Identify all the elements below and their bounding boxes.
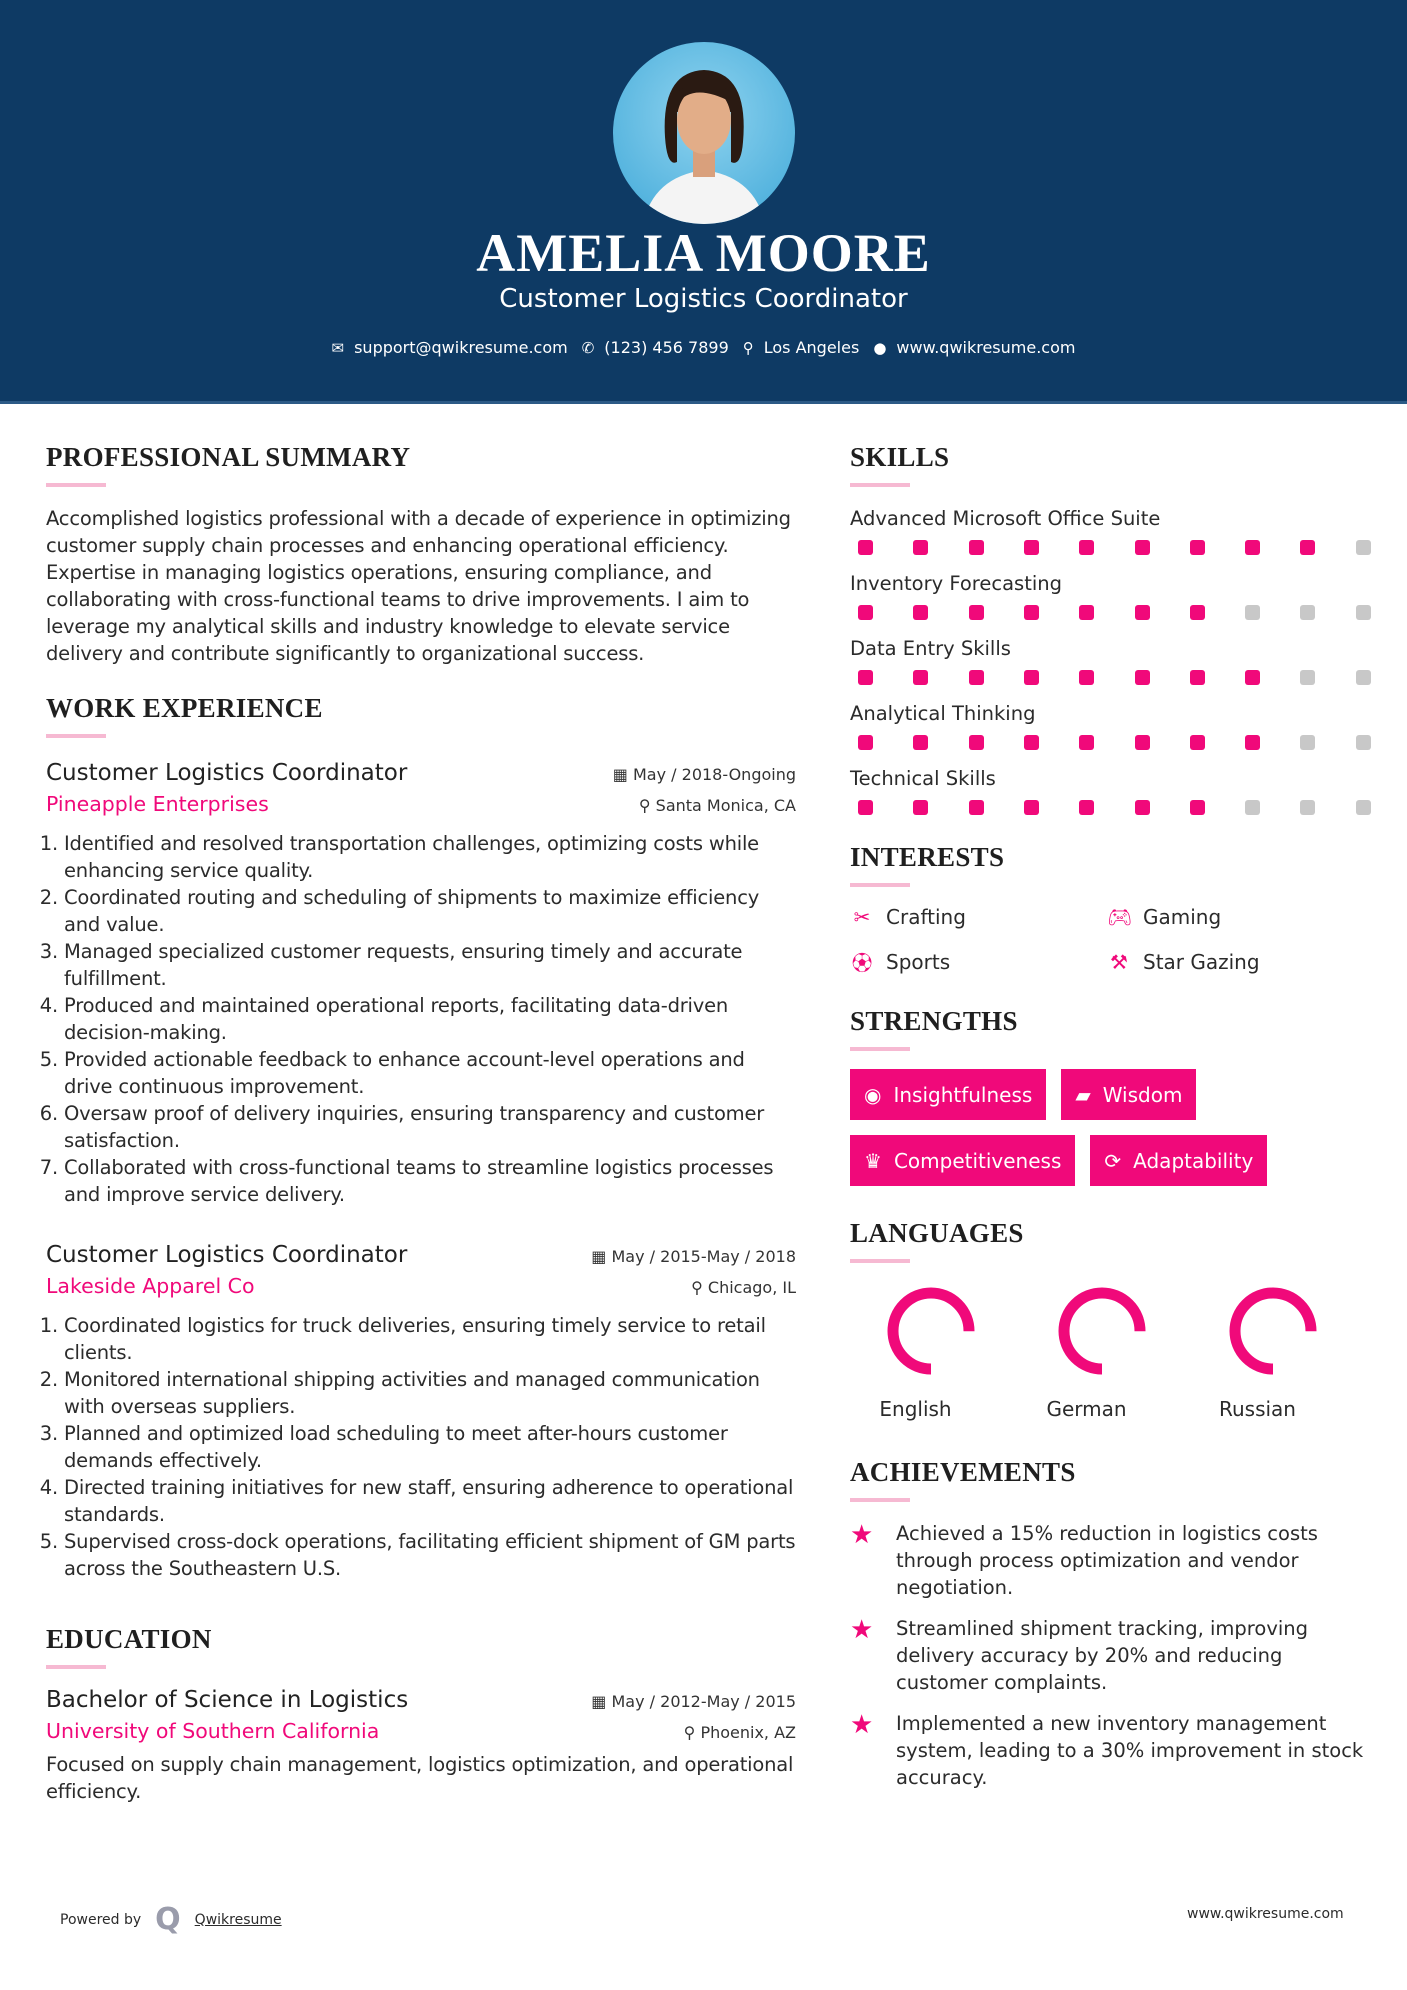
language-ring	[881, 1281, 981, 1381]
job-responsibilities	[46, 1312, 796, 1582]
skill-item	[850, 505, 1370, 558]
skill-dot	[1079, 605, 1094, 620]
skill-dot	[1190, 735, 1205, 750]
shooting-star-icon: ★	[850, 1710, 874, 1741]
interests-list	[850, 905, 1370, 976]
job-bullet: 6. Oversaw proof of delivery inquiries, ensuring transparency and customer satisfaction.	[64, 1100, 796, 1154]
language-item	[1192, 1281, 1363, 1421]
skill-dot	[1245, 735, 1260, 750]
phone-icon: ✆	[581, 339, 595, 357]
skill-dot	[1024, 605, 1039, 620]
skill-dot	[1300, 800, 1315, 815]
section-heading-summary: PROFESSIONAL SUMMARY	[46, 442, 411, 472]
eye-icon: ◉	[864, 1082, 882, 1107]
contact-bar	[0, 338, 1407, 357]
school: University of Southern California	[46, 1719, 380, 1744]
skill-dot	[1245, 540, 1260, 555]
pin-icon: ⚲	[683, 1723, 701, 1743]
section-heading-education: EDUCATION	[46, 1624, 212, 1655]
heading-underline	[850, 483, 910, 487]
skill-dot	[1135, 670, 1150, 685]
envelope-icon: ✉	[331, 339, 345, 357]
job-bullet: 3. Planned and optimized load scheduling to meet after-hours customer demands effectively.	[64, 1420, 796, 1474]
job-bullet: 4. Produced and maintained operational reports, facilitating data-driven decision-making.	[64, 992, 796, 1046]
skill-dot	[1024, 670, 1039, 685]
skill-dot	[1190, 605, 1205, 620]
skill-rating	[850, 733, 1370, 753]
section-heading-experience: WORK EXPERIENCE	[46, 693, 323, 724]
calendar-icon: ▦	[612, 765, 633, 785]
calendar-icon: ▦	[591, 1247, 612, 1267]
language-proficiency-arc	[1235, 1293, 1311, 1369]
skill-dot	[1190, 800, 1205, 815]
skill-dot	[1190, 670, 1205, 685]
job-bullet: 4. Directed training initiatives for new staff, ensuring adherence to operational standards.	[64, 1474, 796, 1528]
skill-item	[850, 570, 1370, 623]
skill-dot	[1135, 605, 1150, 620]
heading-underline	[46, 483, 106, 487]
job-entry	[46, 1242, 796, 1582]
job-bullet: 2. Monitored international shipping activities and managed communication with overseas suppliers.	[64, 1366, 796, 1420]
pin-icon: ⚲	[691, 1278, 708, 1298]
skill-name: Analytical Thinking	[850, 702, 1036, 726]
degree: Bachelor of Science in Logistics	[46, 1687, 409, 1714]
language-ring	[1052, 1281, 1152, 1381]
job-bullet: 2. Coordinated routing and scheduling of shipments to maximize efficiency and value.	[64, 884, 796, 938]
soccer-ball-icon: ⚽︎	[852, 951, 872, 976]
job-responsibilities	[46, 830, 796, 1208]
language-proficiency-arc	[1064, 1293, 1140, 1369]
shooting-star-icon: ★	[850, 1615, 874, 1646]
skill-dot	[858, 735, 873, 750]
skill-name: Inventory Forecasting	[850, 572, 1063, 596]
contact-phone[interactable]: ✆ (123) 456 7899	[581, 338, 729, 357]
shooting-star-icon: ★	[850, 1520, 874, 1551]
gamepad-icon: 🎮︎	[1107, 905, 1133, 930]
pin-icon: ⚲	[638, 796, 656, 816]
section-heading-achievements: ACHIEVEMENTS	[850, 1457, 1076, 1488]
education-date: ▦ May / 2012-May / 2015	[591, 1692, 796, 1712]
skill-dot	[1356, 540, 1371, 555]
section-heading-languages: LANGUAGES	[850, 1218, 1024, 1249]
scissors-icon: ✂	[853, 905, 871, 930]
footer-powered-by: Powered by Q Qwikresume	[60, 1902, 282, 1937]
interest-item: 🎮︎ Gaming	[1107, 905, 1222, 930]
skill-dot	[1079, 670, 1094, 685]
heading-underline	[850, 1047, 910, 1051]
skill-rating	[850, 798, 1370, 818]
profile-photo	[613, 42, 795, 224]
skill-item	[850, 700, 1370, 753]
summary-text: Accomplished logistics professional with a decade of experience in optimizing customer supply chain processes and enhancing operational efficiency. Expertise in managing logistics operations, ensuring compliance, and collaborating with cross-functional teams to drive improvements. I aim to leverage my analytical skills and industry knowledge to elevate service delivery and contribute significantly to organizational success.	[46, 507, 791, 666]
skill-name: Advanced Microsoft Office Suite	[850, 507, 1161, 531]
interest-item: ✂ Crafting	[850, 905, 1107, 929]
job-bullet: 5. Supervised cross-dock operations, facilitating efficient shipment of GM parts across the Southeastern U.S.	[64, 1528, 796, 1582]
globe-icon: ●	[873, 339, 887, 357]
contact-location: ⚲ Los Angeles	[742, 338, 860, 357]
candidate-name: AMELIA MOORE	[476, 223, 931, 283]
skill-dot	[913, 605, 928, 620]
skill-dot	[1135, 540, 1150, 555]
job-location: ⚲ Chicago, IL	[691, 1278, 796, 1298]
skill-dot	[858, 605, 873, 620]
skill-dot	[1190, 540, 1205, 555]
qwikresume-logo-icon: Q	[155, 1902, 181, 1937]
job-bullet: 1. Identified and resolved transportation challenges, optimizing costs while enhancing service quality.	[64, 830, 796, 884]
job-bullet: 1. Coordinated logistics for truck deliveries, ensuring timely service to retail clients.	[64, 1312, 796, 1366]
section-heading-strengths: STRENGTHS	[850, 1006, 1018, 1037]
right-column	[850, 440, 1370, 1805]
skill-dot	[1300, 670, 1315, 685]
skill-item	[850, 765, 1370, 818]
skill-rating	[850, 538, 1370, 558]
strength-badge: ♛ Competitiveness	[850, 1135, 1075, 1186]
book-icon: ▰	[1075, 1082, 1091, 1107]
languages-list	[850, 1281, 1370, 1421]
interest-item: ⚒ Star Gazing	[1107, 947, 1357, 976]
skill-dot	[858, 540, 873, 555]
skill-name: Data Entry Skills	[850, 637, 1011, 661]
skill-dot	[1356, 670, 1371, 685]
skill-dot	[1079, 540, 1094, 555]
contact-website[interactable]: ● www.qwikresume.com	[873, 338, 1076, 357]
job-bullet: 3. Managed specialized customer requests, ensuring timely and accurate fulfillment.	[64, 938, 796, 992]
strength-badge: ▰ Wisdom	[1061, 1069, 1196, 1120]
job-title: Customer Logistics Coordinator	[46, 1242, 408, 1269]
company-name: Pineapple Enterprises	[46, 792, 269, 817]
skill-dot	[913, 735, 928, 750]
skill-dot	[913, 540, 928, 555]
calendar-icon: ▦	[591, 1692, 612, 1712]
skill-dot	[1245, 605, 1260, 620]
job-bullet: 5. Provided actionable feedback to enhance account-level operations and drive continuous improvement.	[64, 1046, 796, 1100]
strength-badge: ⟳ Adaptability	[1090, 1135, 1267, 1186]
job-location: ⚲ Santa Monica, CA	[638, 796, 796, 816]
job-entry	[46, 760, 796, 1208]
skill-item	[850, 635, 1370, 688]
refresh-icon: ⟳	[1104, 1148, 1122, 1173]
section-heading-skills: SKILLS	[850, 442, 950, 472]
skill-dot	[1356, 800, 1371, 815]
skill-dot	[913, 670, 928, 685]
skill-dot	[1356, 735, 1371, 750]
skill-dot	[1024, 540, 1039, 555]
job-date: ▦ May / 2018-Ongoing	[612, 765, 796, 785]
section-heading-interests: INTERESTS	[850, 842, 1005, 873]
achievement-item: ★ Implemented a new inventory management system, leading to a 30% improvement in stock accuracy.	[850, 1710, 1364, 1790]
left-column	[46, 440, 796, 1805]
skill-dot	[1300, 540, 1315, 555]
skill-dot	[913, 800, 928, 815]
header	[0, 0, 1407, 404]
language-name: English	[879, 1397, 952, 1422]
footer-website[interactable]: www.qwikresume.com	[1187, 1906, 1344, 1922]
map-pin-icon: ⚲	[742, 339, 754, 357]
skill-dot	[1024, 800, 1039, 815]
strengths-list	[850, 1069, 1370, 1186]
skill-dot	[1079, 800, 1094, 815]
skill-rating	[850, 603, 1370, 623]
language-proficiency-arc	[893, 1293, 969, 1369]
education-location: ⚲ Phoenix, AZ	[683, 1723, 796, 1743]
trophy-icon: ♛	[864, 1148, 882, 1173]
skill-dot	[969, 670, 984, 685]
job-title: Customer Logistics Coordinator	[46, 760, 408, 787]
company-name: Lakeside Apparel Co	[46, 1274, 255, 1299]
job-bullet: 7. Collaborated with cross-functional teams to streamline logistics processes and improve service delivery.	[64, 1154, 796, 1208]
interest-item: ⚽︎ Sports	[850, 947, 1107, 976]
education-description: Focused on supply chain management, logistics optimization, and operational efficiency.	[46, 1753, 794, 1804]
skill-dot	[969, 735, 984, 750]
skill-dot	[969, 605, 984, 620]
skill-name: Technical Skills	[850, 767, 996, 791]
skill-dot	[1079, 735, 1094, 750]
skill-dot	[858, 800, 873, 815]
skill-dot	[969, 800, 984, 815]
skill-dot	[1024, 735, 1039, 750]
skill-dot	[1300, 605, 1315, 620]
skill-dot	[1245, 800, 1260, 815]
contact-email[interactable]: ✉ support@qwikresume.com	[331, 338, 568, 357]
skill-dot	[1356, 605, 1371, 620]
language-name: German	[1046, 1397, 1127, 1422]
skill-dot	[1135, 735, 1150, 750]
heading-underline	[850, 1498, 910, 1502]
heading-underline	[850, 1259, 910, 1263]
heading-underline	[46, 734, 106, 738]
qwikresume-link[interactable]: Qwikresume	[194, 1911, 282, 1928]
skill-rating	[850, 668, 1370, 688]
gavel-icon: ⚒	[1110, 949, 1128, 974]
language-name: Russian	[1218, 1397, 1296, 1422]
achievement-item: ★ Streamlined shipment tracking, improving delivery accuracy by 20% and reducing customer complaints.	[850, 1615, 1309, 1695]
strength-badge: ◉ Insightfulness	[850, 1069, 1046, 1120]
skill-dot	[969, 540, 984, 555]
skill-dot	[1135, 800, 1150, 815]
candidate-title: Customer Logistics Coordinator	[499, 284, 908, 314]
skill-dot	[858, 670, 873, 685]
achievement-item: ★ Achieved a 15% reduction in logistics costs through process optimization and vendor negotiation.	[850, 1520, 1318, 1600]
job-date: ▦ May / 2015-May / 2018	[591, 1247, 796, 1267]
skill-dot	[1245, 670, 1260, 685]
heading-underline	[850, 883, 910, 887]
language-ring	[1223, 1281, 1323, 1381]
skill-dot	[1300, 735, 1315, 750]
heading-underline	[46, 1665, 106, 1669]
